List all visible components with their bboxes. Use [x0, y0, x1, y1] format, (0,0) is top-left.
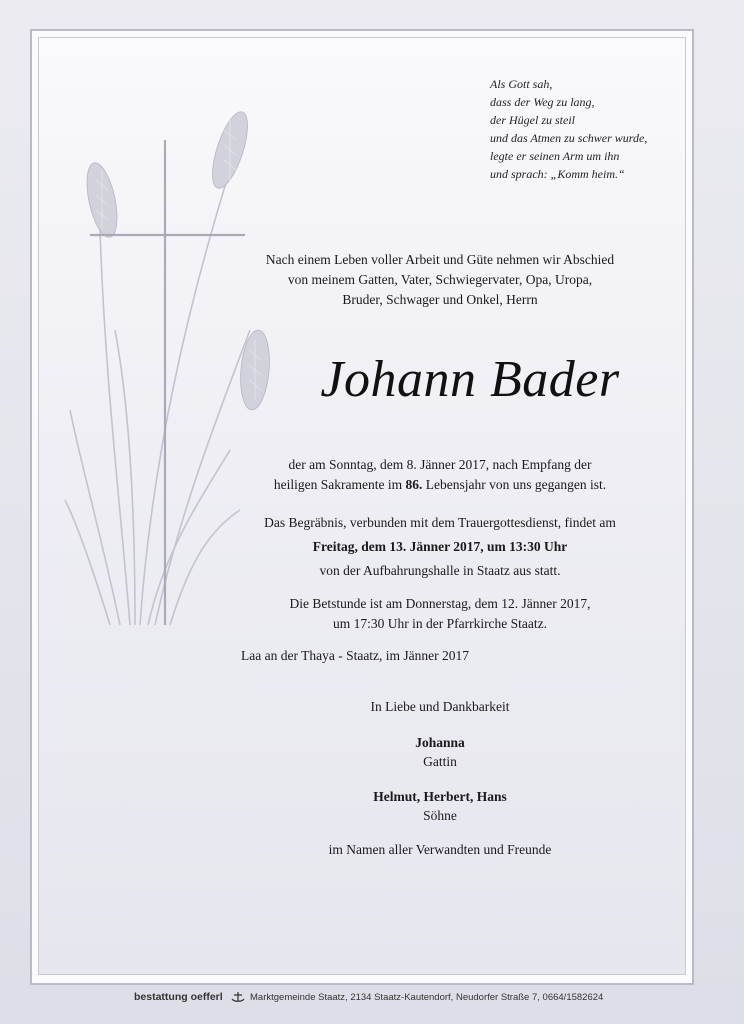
intro-text [200, 250, 680, 310]
poem-line: legte er seinen Arm um ihn [490, 149, 620, 163]
death-line-pre: heiligen Sakramente im [273, 477, 406, 492]
poem-line: und das Atmen zu schwer wurde, [490, 131, 648, 145]
footer [0, 988, 744, 1010]
funeral-location: von der Aufbahrungshalle in Staatz aus statt. [319, 563, 561, 578]
deceased-name: Johann Bader [320, 351, 620, 408]
prayer-line: um 17:30 Uhr in der Pfarrkirche Staatz. [332, 616, 548, 631]
intro-line: von meinem Gatten, Vater, Schwiegervater, Opa, Uropa, [287, 272, 593, 287]
family-line: im Namen aller Verwandten und Freunde [328, 842, 552, 857]
mourner-name: Helmut, Herbert, Hans [373, 789, 507, 804]
prayer-notice [200, 594, 680, 634]
mourner-role: Söhne [423, 808, 457, 823]
place-date: Laa an der Thaya - Staatz, im Jänner 2017 [241, 648, 470, 663]
mourner-name: Johanna [415, 735, 465, 750]
funeral-notice [200, 513, 680, 581]
age: 86. [405, 477, 423, 492]
death-line-post: Lebensjahr von uns gegangen ist. [422, 477, 607, 492]
death-line-2 [200, 475, 680, 495]
funeral-date: Freitag, dem 13. Jänner 2017, um 13:30 Uhr [312, 539, 568, 554]
intro-line: Nach einem Leben voller Arbeit und Güte nehmen wir Abschied [265, 252, 615, 267]
anchor-icon [230, 991, 246, 1003]
footer-brand: bestattung oefferl [134, 991, 223, 1003]
death-line: der am Sonntag, dem 8. Jänner 2017, nach Empfang der [288, 457, 592, 472]
funeral-line: Das Begräbnis, verbunden mit dem Trauergottesdienst, findet am [264, 515, 616, 530]
poem-line: der Hügel zu steil [490, 113, 575, 127]
poem-line: und sprach: „Komm heim.“ [490, 167, 625, 181]
intro-line: Bruder, Schwager und Onkel, Herrn [342, 292, 538, 307]
closing-text: In Liebe und Dankbarkeit [370, 699, 510, 714]
death-notice [200, 455, 680, 495]
poem-line: Als Gott sah, [490, 77, 553, 91]
poem-line: dass der Weg zu lang, [490, 95, 595, 109]
footer-address: Marktgemeinde Staatz, 2134 Staatz-Kautendorf, Neudorfer Straße 7, 0664/1582624 [250, 992, 604, 1003]
poem [490, 75, 690, 183]
mourner-role: Gattin [423, 754, 457, 769]
prayer-line: Die Betstunde ist am Donnerstag, dem 12. Jänner 2017, [289, 596, 591, 611]
